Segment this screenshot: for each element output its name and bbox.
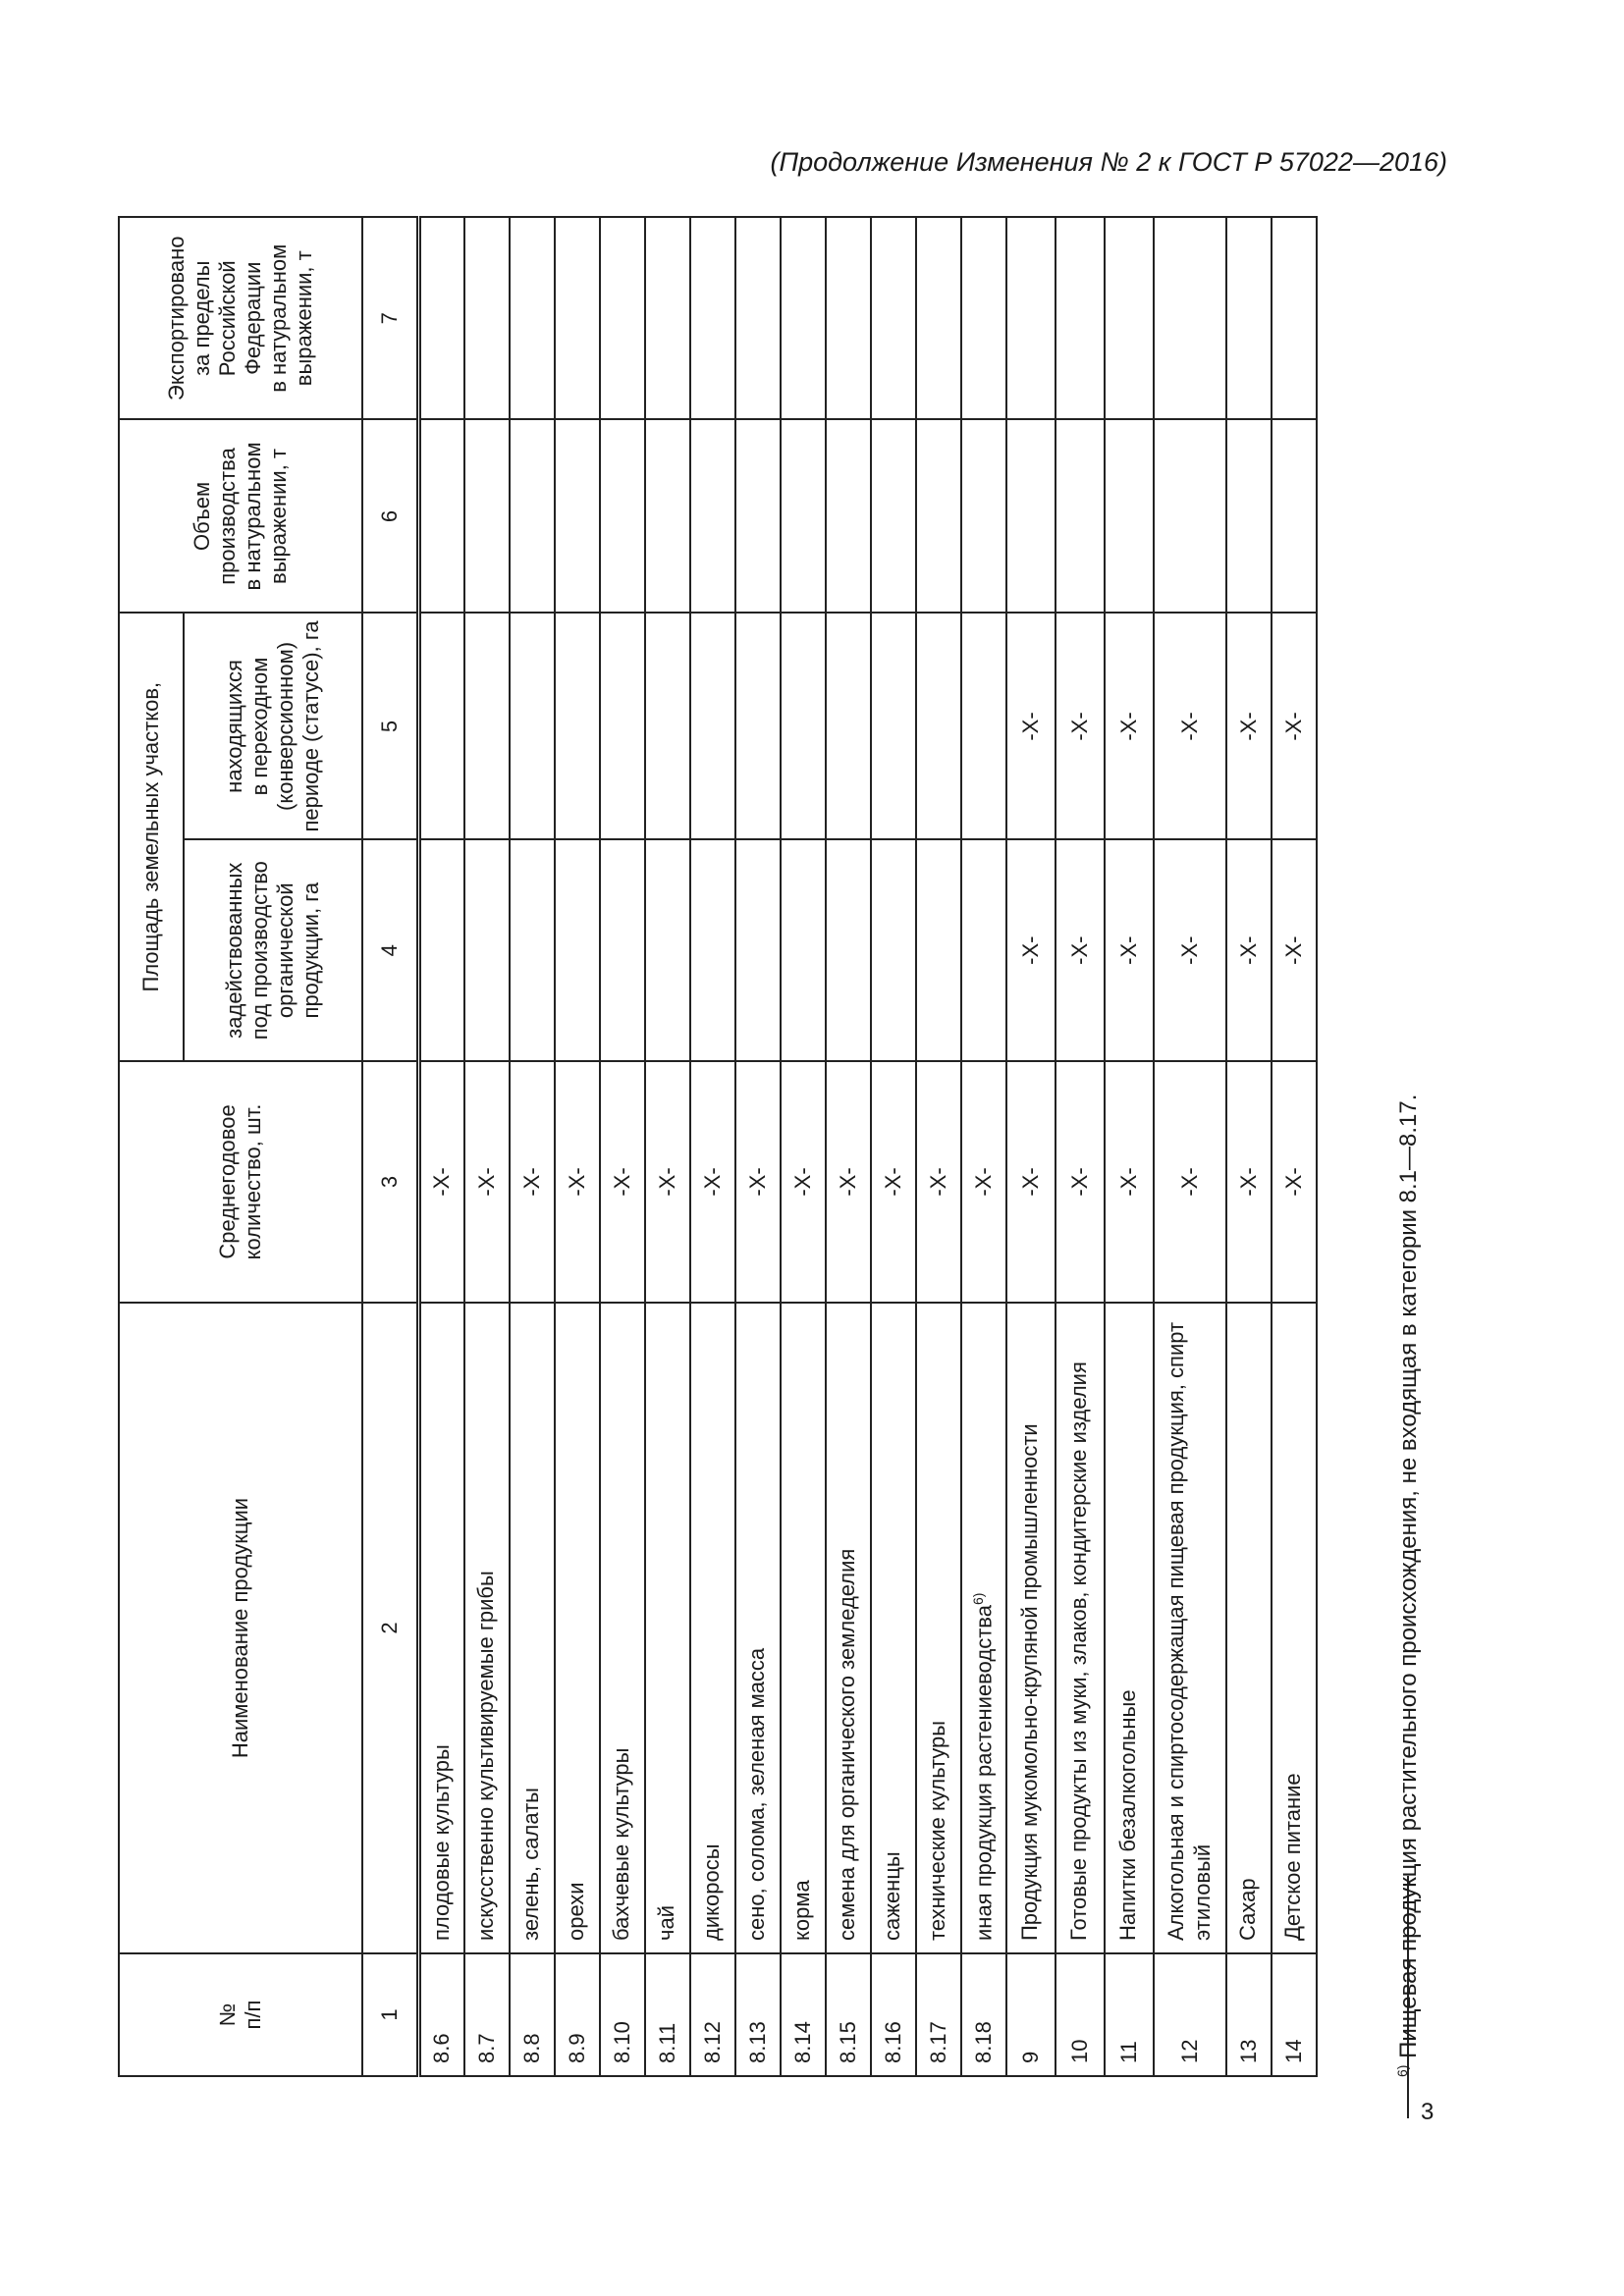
cell-conversion-area (871, 613, 916, 839)
header-area-group: Площадь земельных участков, (119, 613, 184, 1060)
cell-conversion-area (419, 613, 464, 839)
cell-conversion-area (916, 613, 961, 839)
cell-export (510, 217, 555, 419)
table-row (419, 217, 464, 2076)
cell-count: -X- (1105, 1061, 1154, 1303)
row-name: бахчевые культуры (600, 1303, 645, 1953)
cell-volume (510, 419, 555, 613)
cell-volume (1105, 419, 1154, 613)
column-number: 6 (362, 419, 419, 613)
header-col-conversion-area: находящихся в переходном (конверсионном) периоде (статусе), га (184, 613, 362, 839)
table-row (826, 217, 871, 2076)
cell-count: -X- (961, 1061, 1006, 1303)
cell-count: -X- (510, 1061, 555, 1303)
table-row (1056, 217, 1105, 2076)
row-name: сено, солома, зеленая масса (735, 1303, 781, 1953)
row-number: 8.12 (690, 1953, 735, 2076)
cell-organic-area: -X- (1226, 840, 1272, 1061)
cell-conversion-area (690, 613, 735, 839)
cell-organic-area (510, 840, 555, 1061)
table-row (690, 217, 735, 2076)
cell-conversion-area: -X- (1006, 613, 1056, 839)
cell-conversion-area: -X- (1272, 613, 1317, 839)
table-row (1154, 217, 1226, 2076)
cell-volume (826, 419, 871, 613)
cell-conversion-area (961, 613, 1006, 839)
cell-export (690, 217, 735, 419)
cell-export (419, 217, 464, 419)
row-name: Сахар (1226, 1303, 1272, 1953)
row-number: 8.14 (781, 1953, 826, 2076)
cell-count: -X- (1056, 1061, 1105, 1303)
footnote-mark: 6) (1394, 2064, 1410, 2077)
column-number: 4 (362, 840, 419, 1061)
cell-conversion-area: -X- (1226, 613, 1272, 839)
row-name: искусственно культивируемые грибы (464, 1303, 510, 1953)
cell-count: -X- (826, 1061, 871, 1303)
table-row (464, 217, 510, 2076)
cell-organic-area (645, 840, 690, 1061)
cell-volume (781, 419, 826, 613)
cell-export (464, 217, 510, 419)
cell-count: -X- (555, 1061, 600, 1303)
cell-count: -X- (1226, 1061, 1272, 1303)
cell-export (781, 217, 826, 419)
cell-organic-area (871, 840, 916, 1061)
cell-volume (916, 419, 961, 613)
cell-organic-area (735, 840, 781, 1061)
cell-conversion-area (510, 613, 555, 839)
cell-count: -X- (781, 1061, 826, 1303)
cell-volume (600, 419, 645, 613)
cell-volume (464, 419, 510, 613)
cell-export (645, 217, 690, 419)
row-number: 8.15 (826, 1953, 871, 2076)
cell-volume (871, 419, 916, 613)
table-row (1006, 217, 1056, 2076)
cell-volume (1272, 419, 1317, 613)
row-name: Готовые продукты из муки, злаков, кондитерские изделия (1056, 1303, 1105, 1953)
cell-organic-area (464, 840, 510, 1061)
table-row (781, 217, 826, 2076)
cell-organic-area (781, 840, 826, 1061)
cell-count: -X- (735, 1061, 781, 1303)
column-number: 1 (362, 1953, 419, 2076)
table-row (916, 217, 961, 2076)
table-row (510, 217, 555, 2076)
row-number: 8.7 (464, 1953, 510, 2076)
row-name: дикоросы (690, 1303, 735, 1953)
cell-volume (1154, 419, 1226, 613)
row-number: 8.17 (916, 1953, 961, 2076)
cell-organic-area (600, 840, 645, 1061)
header-col-organic-area: задействованных под производство органической продукции, га (184, 840, 362, 1061)
row-name: плодовые культуры (419, 1303, 464, 1953)
row-number: 8.18 (961, 1953, 1006, 2076)
row-name: саженцы (871, 1303, 916, 1953)
row-number: 11 (1105, 1953, 1154, 2076)
cell-export (871, 217, 916, 419)
cell-export (600, 217, 645, 419)
column-number: 5 (362, 613, 419, 839)
row-name: технические культуры (916, 1303, 961, 1953)
cell-count: -X- (916, 1061, 961, 1303)
row-name: Напитки безалкогольные (1105, 1303, 1154, 1953)
row-number: 8.13 (735, 1953, 781, 2076)
cell-conversion-area (826, 613, 871, 839)
cell-conversion-area: -X- (1056, 613, 1105, 839)
table-row (871, 217, 916, 2076)
cell-volume (690, 419, 735, 613)
row-number: 14 (1272, 1953, 1317, 2076)
cell-volume (419, 419, 464, 613)
table-row (645, 217, 690, 2076)
cell-export (961, 217, 1006, 419)
cell-count: -X- (600, 1061, 645, 1303)
table-row (1272, 217, 1317, 2076)
cell-organic-area (826, 840, 871, 1061)
column-number: 2 (362, 1303, 419, 1953)
row-number: 8.16 (871, 1953, 916, 2076)
row-number: 9 (1006, 1953, 1056, 2076)
row-name: корма (781, 1303, 826, 1953)
footnote-ref: 6) (969, 1592, 986, 1606)
cell-count: -X- (871, 1061, 916, 1303)
cell-export (1105, 217, 1154, 419)
cell-conversion-area (600, 613, 645, 839)
cell-organic-area (419, 840, 464, 1061)
cell-export (1056, 217, 1105, 419)
cell-organic-area: -X- (1272, 840, 1317, 1061)
row-number: 8.10 (600, 1953, 645, 2076)
cell-export (826, 217, 871, 419)
cell-volume (1056, 419, 1105, 613)
cell-volume (1006, 419, 1056, 613)
cell-conversion-area: -X- (1105, 613, 1154, 839)
cell-organic-area (961, 840, 1006, 1061)
cell-export (1154, 217, 1226, 419)
row-name: чай (645, 1303, 690, 1953)
cell-export (1272, 217, 1317, 419)
row-name: орехи (555, 1303, 600, 1953)
cell-export (555, 217, 600, 419)
cell-conversion-area: -X- (1154, 613, 1226, 839)
table-row (961, 217, 1006, 2076)
row-name: семена для органического земледелия (826, 1303, 871, 1953)
cell-conversion-area (464, 613, 510, 839)
cell-organic-area (690, 840, 735, 1061)
table-row (1105, 217, 1154, 2076)
row-number: 8.11 (645, 1953, 690, 2076)
table-body (419, 217, 1317, 2076)
cell-conversion-area (735, 613, 781, 839)
header-col-export: Экспортировано за пределы Российской Федерации в натуральном выражении, т (119, 217, 362, 419)
cell-count: -X- (419, 1061, 464, 1303)
cell-conversion-area (781, 613, 826, 839)
cell-export (1226, 217, 1272, 419)
cell-export (1006, 217, 1056, 419)
cell-organic-area (555, 840, 600, 1061)
cell-export (916, 217, 961, 419)
cell-count: -X- (1272, 1061, 1317, 1303)
header-col-name: Наименование продукции (119, 1303, 362, 1953)
header-col-number: № п/п (119, 1953, 362, 2076)
cell-count: -X- (645, 1061, 690, 1303)
cell-count: -X- (690, 1061, 735, 1303)
row-number: 10 (1056, 1953, 1105, 2076)
cell-organic-area: -X- (1056, 840, 1105, 1061)
column-number: 7 (362, 217, 419, 419)
table-row (600, 217, 645, 2076)
production-table (118, 216, 1318, 2077)
cell-conversion-area (555, 613, 600, 839)
cell-count: -X- (464, 1061, 510, 1303)
row-number: 13 (1226, 1953, 1272, 2076)
cell-volume (555, 419, 600, 613)
footnote (1394, 899, 1434, 2077)
cell-organic-area: -X- (1154, 840, 1226, 1061)
header-col-count: Среднегодовое количество, шт. (119, 1061, 362, 1303)
cell-organic-area: -X- (1105, 840, 1154, 1061)
row-name: зелень, салаты (510, 1303, 555, 1953)
page-number: 3 (1421, 2099, 1435, 2125)
row-name: Детское питание (1272, 1303, 1317, 1953)
rotated-table-container (118, 216, 1312, 2077)
table-row (735, 217, 781, 2076)
cell-organic-area: -X- (1006, 840, 1056, 1061)
cell-organic-area (916, 840, 961, 1061)
table-row (1226, 217, 1272, 2076)
footnote-text: Пищевая продукция растительного происхождения, не входящая в категории 8.1—8.17. (1395, 1094, 1422, 2058)
row-name: иная продукция растениеводства$^{6)}$ (961, 1303, 1006, 1953)
cell-volume (735, 419, 781, 613)
cell-conversion-area (645, 613, 690, 839)
row-number: 8.6 (419, 1953, 464, 2076)
cell-count: -X- (1154, 1061, 1226, 1303)
document-header: (Продолжение Изменения № 2 к ГОСТ Р 57022—2016) (770, 147, 1447, 177)
row-name: Алкогольная и спиртосодержащая пищевая продукция, спирт этиловый (1154, 1303, 1226, 1953)
cell-count: -X- (1006, 1061, 1056, 1303)
row-number: 8.9 (555, 1953, 600, 2076)
row-number: 12 (1154, 1953, 1226, 2076)
cell-volume (645, 419, 690, 613)
column-number: 3 (362, 1061, 419, 1303)
cell-volume (961, 419, 1006, 613)
cell-export (735, 217, 781, 419)
table-row (555, 217, 600, 2076)
header-col-volume: Объем производства в натуральном выражении, т (119, 419, 362, 613)
row-name: Продукция мукомольно-крупяной промышленности (1006, 1303, 1056, 1953)
row-number: 8.8 (510, 1953, 555, 2076)
cell-volume (1226, 419, 1272, 613)
